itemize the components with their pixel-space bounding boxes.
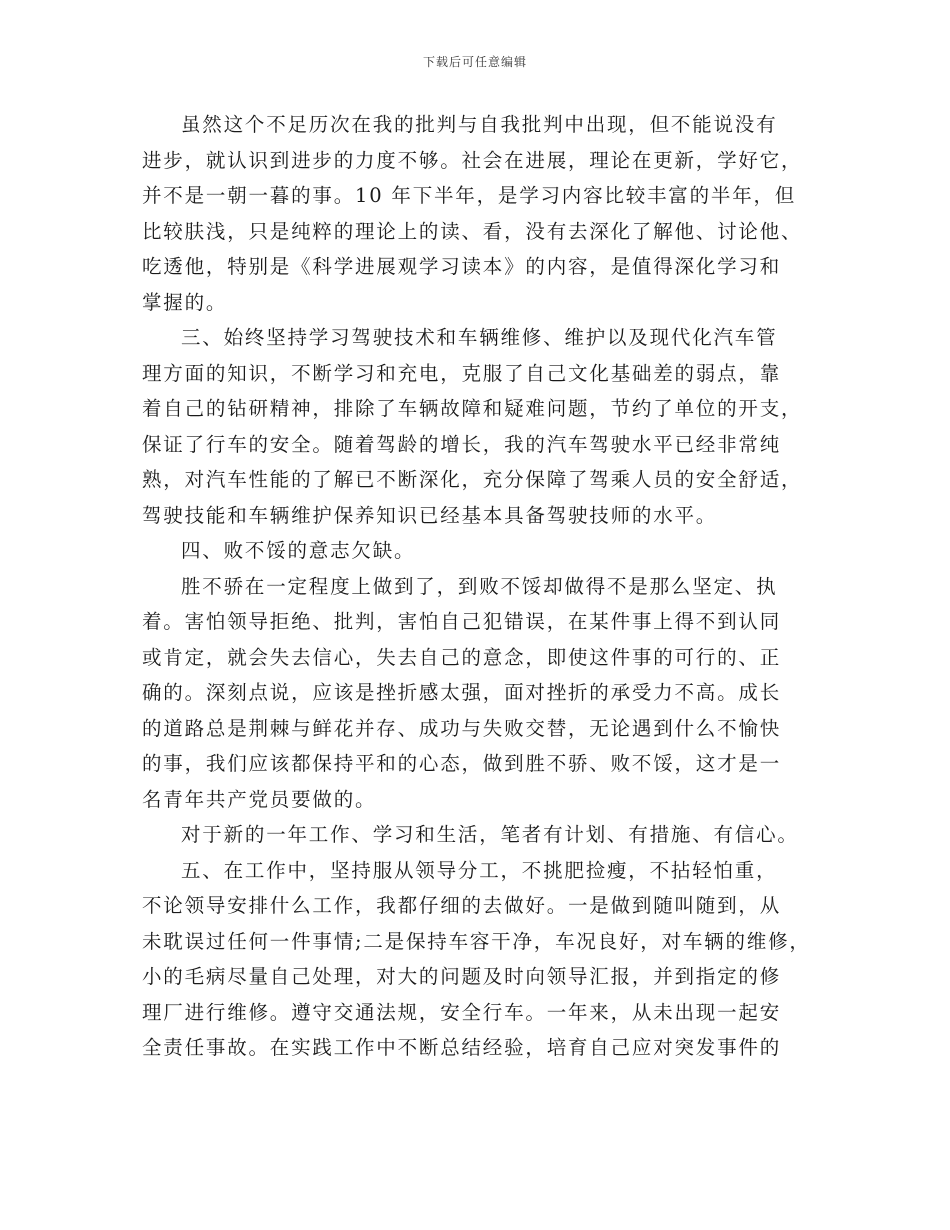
text-line: 四、败不馁的意志欠缺。 [181, 539, 416, 562]
paragraph-5 [142, 817, 832, 853]
text-line: 着。害怕领导拒绝、批判，害怕自己犯错误，在某件事上得不到认同 [142, 610, 782, 633]
text-line: 虽然这个不足历次在我的批判与自我批判中出现，但不能说没有 [181, 113, 778, 136]
document-body [142, 107, 832, 1066]
text-line: 全责任事故。在实践工作中不断总结经验，培育自己应对突发事件的 [142, 1036, 782, 1059]
paragraph-4 [142, 569, 832, 818]
text-line: 不论领导安排什么工作，我都仔细的去做好。一是做到随叫随到，从 [142, 894, 782, 917]
text-line: 胜不骄在一定程度上做到了，到败不馁却做得不是那么坚定、执 [181, 574, 778, 598]
text-line: 小的毛病尽量自己处理，对大的问题及时向领导汇报，并到指定的修 [142, 965, 782, 988]
text-line: 五、在工作中，坚持服从领导分工，不挑肥捡瘦，不拈轻怕重， [181, 858, 778, 882]
text-line: 或肯定，就会失去信心，失去自己的意念，即使这件事的可行的、正 [142, 645, 782, 669]
text-line: 并不是一朝一暮的事。10 年下半年，是学习内容比较丰富的半年，但 [142, 184, 797, 207]
text-line: 熟，对汽车性能的了解已不断深化，充分保障了驾乘人员的安全舒适， [142, 468, 803, 491]
text-line: 吃透他，特别是《科学进展观学习读本》的内容，是值得深化学习和 [142, 255, 782, 278]
text-line: 比较肤浅，只是纯粹的理论上的读、看，没有去深化了解他、讨论他、 [142, 219, 803, 243]
page-header: 下载后可任意编辑 [422, 55, 527, 69]
paragraph-3 [142, 533, 832, 569]
text-line: 驾驶技能和车辆维护保养知识已经基本具备驾驶技师的水平。 [142, 503, 718, 527]
text-line: 理方面的知识，不断学习和充电，克服了自己文化基础差的弱点，靠 [142, 361, 782, 385]
text-line: 的道路总是荆棘与鲜花并存、成功与失败交替，无论遇到什么不愉快 [142, 716, 782, 740]
text-line: 掌握的。 [142, 290, 228, 314]
text-line: 进步，就认识到进步的力度不够。社会在进展，理论在更新，学好它， [142, 148, 803, 172]
text-line: 对于新的一年工作、学习和生活，笔者有计划、有措施、有信心。 [181, 823, 799, 846]
text-line: 着自己的钻研精神，排除了车辆故障和疑难问题，节约了单位的开支， [142, 397, 803, 420]
text-line: 理厂进行维修。遵守交通法规，安全行车。一年来，从未出现一起安 [142, 1000, 782, 1024]
text-line: 三、始终坚持学习驾驶技术和车辆维修、维护以及现代化汽车管 [181, 326, 778, 349]
paragraph-1 [142, 107, 832, 320]
paragraph-2 [142, 320, 832, 533]
text-line: 确的。深刻点说，应该是挫折感太强，面对挫折的承受力不高。成长 [142, 681, 782, 704]
text-line: 名青年共产党员要做的。 [142, 787, 377, 811]
text-line: 保证了行车的安全。随着驾龄的增长，我的汽车驾驶水平已经非常纯 [142, 432, 782, 456]
text-line: 的事，我们应该都保持平和的心态，做到胜不骄、败不馁，这才是一 [142, 752, 782, 775]
text-line: 未耽误过任何一件事情;二是保持车容干净，车况良好，对车辆的维修， [142, 929, 811, 953]
paragraph-6 [142, 853, 832, 1066]
